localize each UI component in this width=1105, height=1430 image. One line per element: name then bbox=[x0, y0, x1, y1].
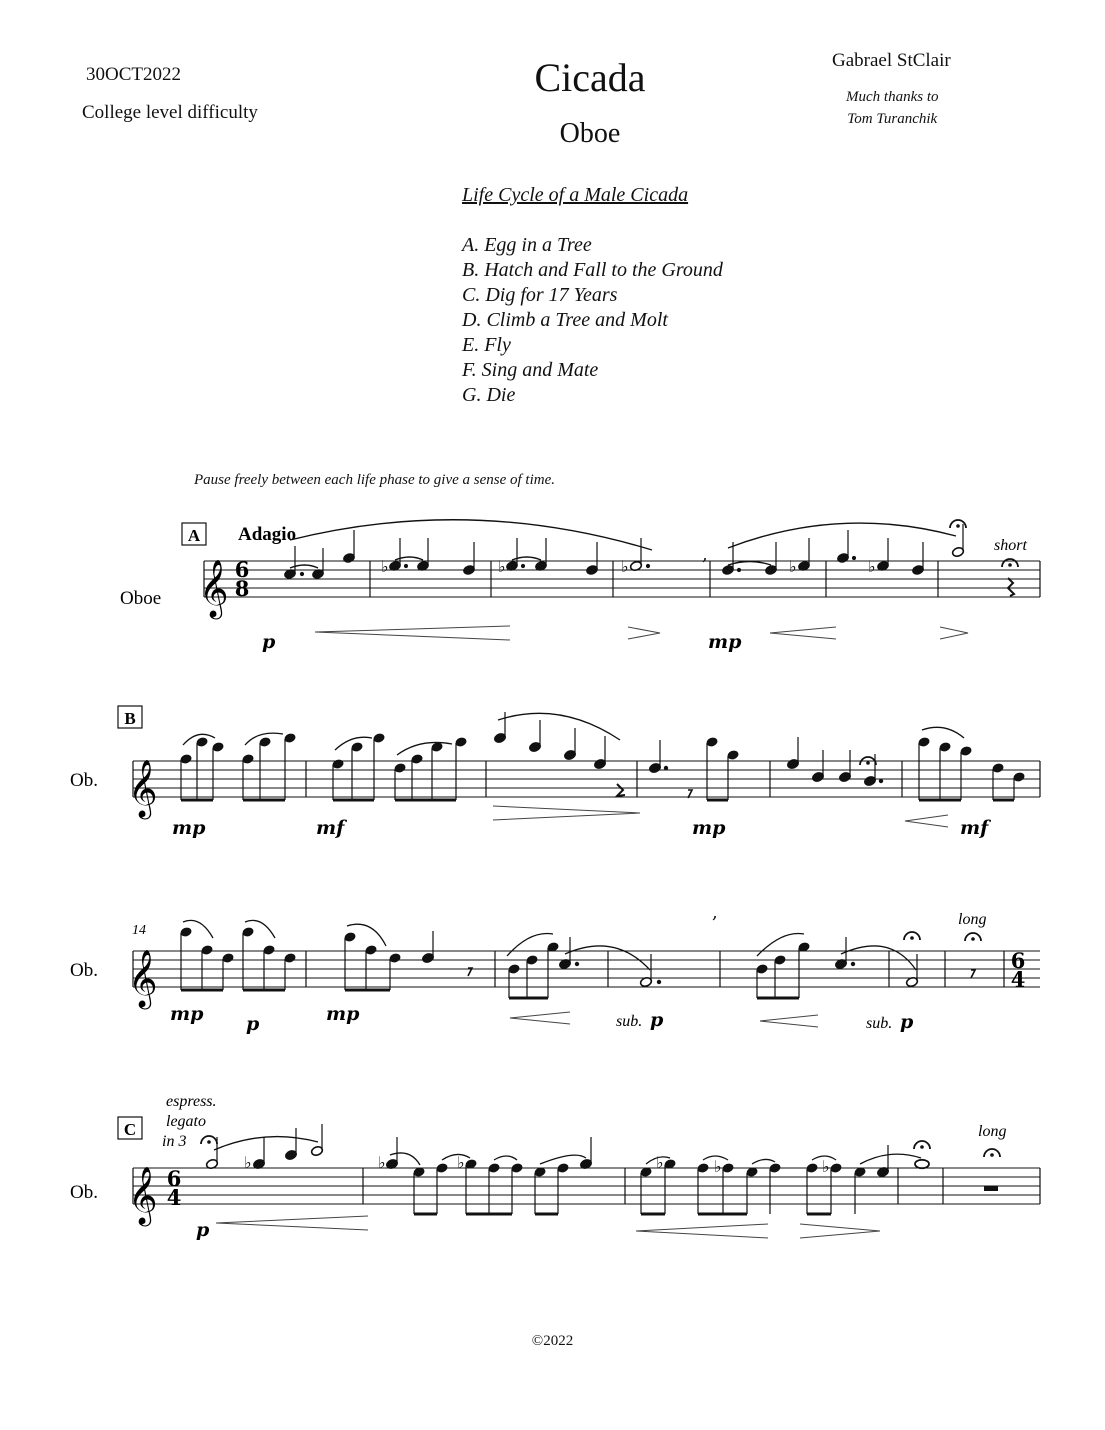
instrument-abbreviation: Ob. bbox=[70, 770, 98, 791]
difficulty-text: College level difficulty bbox=[82, 102, 258, 123]
rehearsal-mark-c: C bbox=[123, 1120, 137, 1139]
instrument-name: Oboe bbox=[120, 588, 162, 609]
fermata-icon bbox=[904, 932, 920, 940]
svg-text:♭: ♭ bbox=[789, 557, 797, 576]
dynamic-mark: p bbox=[650, 1009, 664, 1031]
dynamic-mark: mp bbox=[172, 817, 206, 839]
tempo-marking: Adagio bbox=[238, 524, 297, 545]
system-b bbox=[70, 706, 1040, 839]
staff-lines bbox=[133, 761, 1040, 797]
life-cycle-item: B. Hatch and Fall to the Ground bbox=[462, 259, 723, 281]
dynamic-mark: p bbox=[196, 1219, 210, 1241]
time-signature-bottom: 4 bbox=[166, 1185, 182, 1210]
performance-note: Pause freely between each life phase to give a sense of time. bbox=[194, 472, 555, 488]
instrument-abbreviation: Ob. bbox=[70, 960, 98, 981]
treble-clef-icon: 𝄞 bbox=[128, 759, 158, 817]
dynamic-mark: p bbox=[246, 1013, 260, 1035]
dynamic-mark: mp bbox=[708, 631, 742, 653]
hairpins bbox=[216, 1216, 880, 1238]
fermata-icon bbox=[984, 1149, 1000, 1157]
dynamic-mark: p bbox=[262, 631, 276, 653]
text-mark-legato: legato bbox=[166, 1113, 206, 1130]
system-c bbox=[70, 1093, 1040, 1241]
measure-number: 14 bbox=[132, 923, 146, 938]
svg-text:♭: ♭ bbox=[714, 1157, 722, 1176]
composer-name: Gabrael StClair bbox=[832, 50, 951, 71]
svg-text:♭: ♭ bbox=[244, 1153, 252, 1172]
slurs bbox=[183, 713, 964, 755]
thanks-line-2: Tom Turanchik bbox=[847, 111, 938, 127]
copyright-notice: ©2022 bbox=[531, 1333, 574, 1349]
system-3 bbox=[70, 902, 1040, 1035]
hairpins bbox=[315, 626, 968, 640]
text-mark-in-3: in 3 bbox=[162, 1133, 187, 1150]
life-cycle-item: G. Die bbox=[462, 384, 516, 406]
svg-text:♭: ♭ bbox=[868, 557, 876, 576]
life-cycle-item: F. Sing and Mate bbox=[462, 359, 599, 381]
time-signature-bottom: 4 bbox=[1010, 967, 1026, 992]
rehearsal-mark-b: B bbox=[124, 709, 136, 728]
svg-text:♭: ♭ bbox=[378, 1153, 386, 1172]
notes bbox=[283, 524, 1014, 596]
instrument-subtitle: Oboe bbox=[559, 118, 621, 149]
text-mark-long: long bbox=[958, 911, 987, 928]
svg-text:♭: ♭ bbox=[381, 557, 389, 576]
treble-clef-icon: 𝄞 bbox=[128, 949, 158, 1007]
hairpins bbox=[510, 1012, 818, 1027]
life-cycle-heading: Life Cycle of a Male Cicada bbox=[462, 184, 689, 206]
dynamic-mark: mf bbox=[960, 817, 989, 839]
instrument-abbreviation: Ob. bbox=[70, 1182, 98, 1203]
thanks-line-1: Much thanks to bbox=[846, 89, 939, 105]
slurs bbox=[214, 1137, 921, 1165]
life-cycle-item: E. Fly bbox=[462, 334, 511, 356]
time-signature-top: 6 bbox=[1010, 948, 1026, 973]
staff-lines bbox=[133, 1168, 1040, 1204]
fermata-icon bbox=[1002, 559, 1018, 567]
svg-text:♭: ♭ bbox=[656, 1153, 664, 1172]
dynamic-mark: mp bbox=[170, 1003, 204, 1025]
svg-text:,: , bbox=[712, 902, 718, 923]
date-text: 30OCT2022 bbox=[86, 64, 181, 85]
fermata-icon bbox=[965, 933, 981, 941]
treble-clef-icon: 𝄞 bbox=[199, 559, 229, 617]
treble-clef-icon: 𝄞 bbox=[128, 1166, 158, 1224]
svg-text:♭: ♭ bbox=[822, 1157, 830, 1176]
notes bbox=[205, 1124, 998, 1214]
text-mark-espress: espress. bbox=[166, 1093, 217, 1110]
fermata-icon bbox=[201, 1136, 217, 1144]
svg-text:♭: ♭ bbox=[457, 1153, 465, 1172]
dynamic-mark: mp bbox=[692, 817, 726, 839]
svg-text:♭: ♭ bbox=[621, 557, 629, 576]
text-mark-short: short bbox=[994, 537, 1027, 554]
system-a bbox=[120, 520, 1040, 653]
time-signature-top: 6 bbox=[166, 1166, 182, 1191]
dynamic-mark: mp bbox=[326, 1003, 360, 1025]
piece-title: Cicada bbox=[534, 55, 646, 100]
text-mark-long: long bbox=[978, 1123, 1007, 1140]
dynamic-mark: mf bbox=[316, 817, 345, 839]
time-signature-top: 6 bbox=[234, 557, 250, 582]
notes bbox=[180, 712, 1025, 800]
text-mark-sub: sub. bbox=[616, 1013, 643, 1030]
svg-text:,: , bbox=[702, 544, 708, 565]
life-cycle-item: A. Egg in a Tree bbox=[462, 234, 592, 256]
text-mark-sub: sub. bbox=[866, 1015, 893, 1032]
time-signature-bottom: 8 bbox=[234, 576, 250, 601]
life-cycle-item: C. Dig for 17 Years bbox=[462, 284, 618, 306]
fermata-icon bbox=[914, 1141, 930, 1149]
svg-text:♭: ♭ bbox=[498, 557, 506, 576]
life-cycle-item: D. Climb a Tree and Molt bbox=[462, 309, 668, 331]
rehearsal-mark-a: A bbox=[187, 526, 201, 545]
dynamic-mark: p bbox=[900, 1011, 914, 1033]
